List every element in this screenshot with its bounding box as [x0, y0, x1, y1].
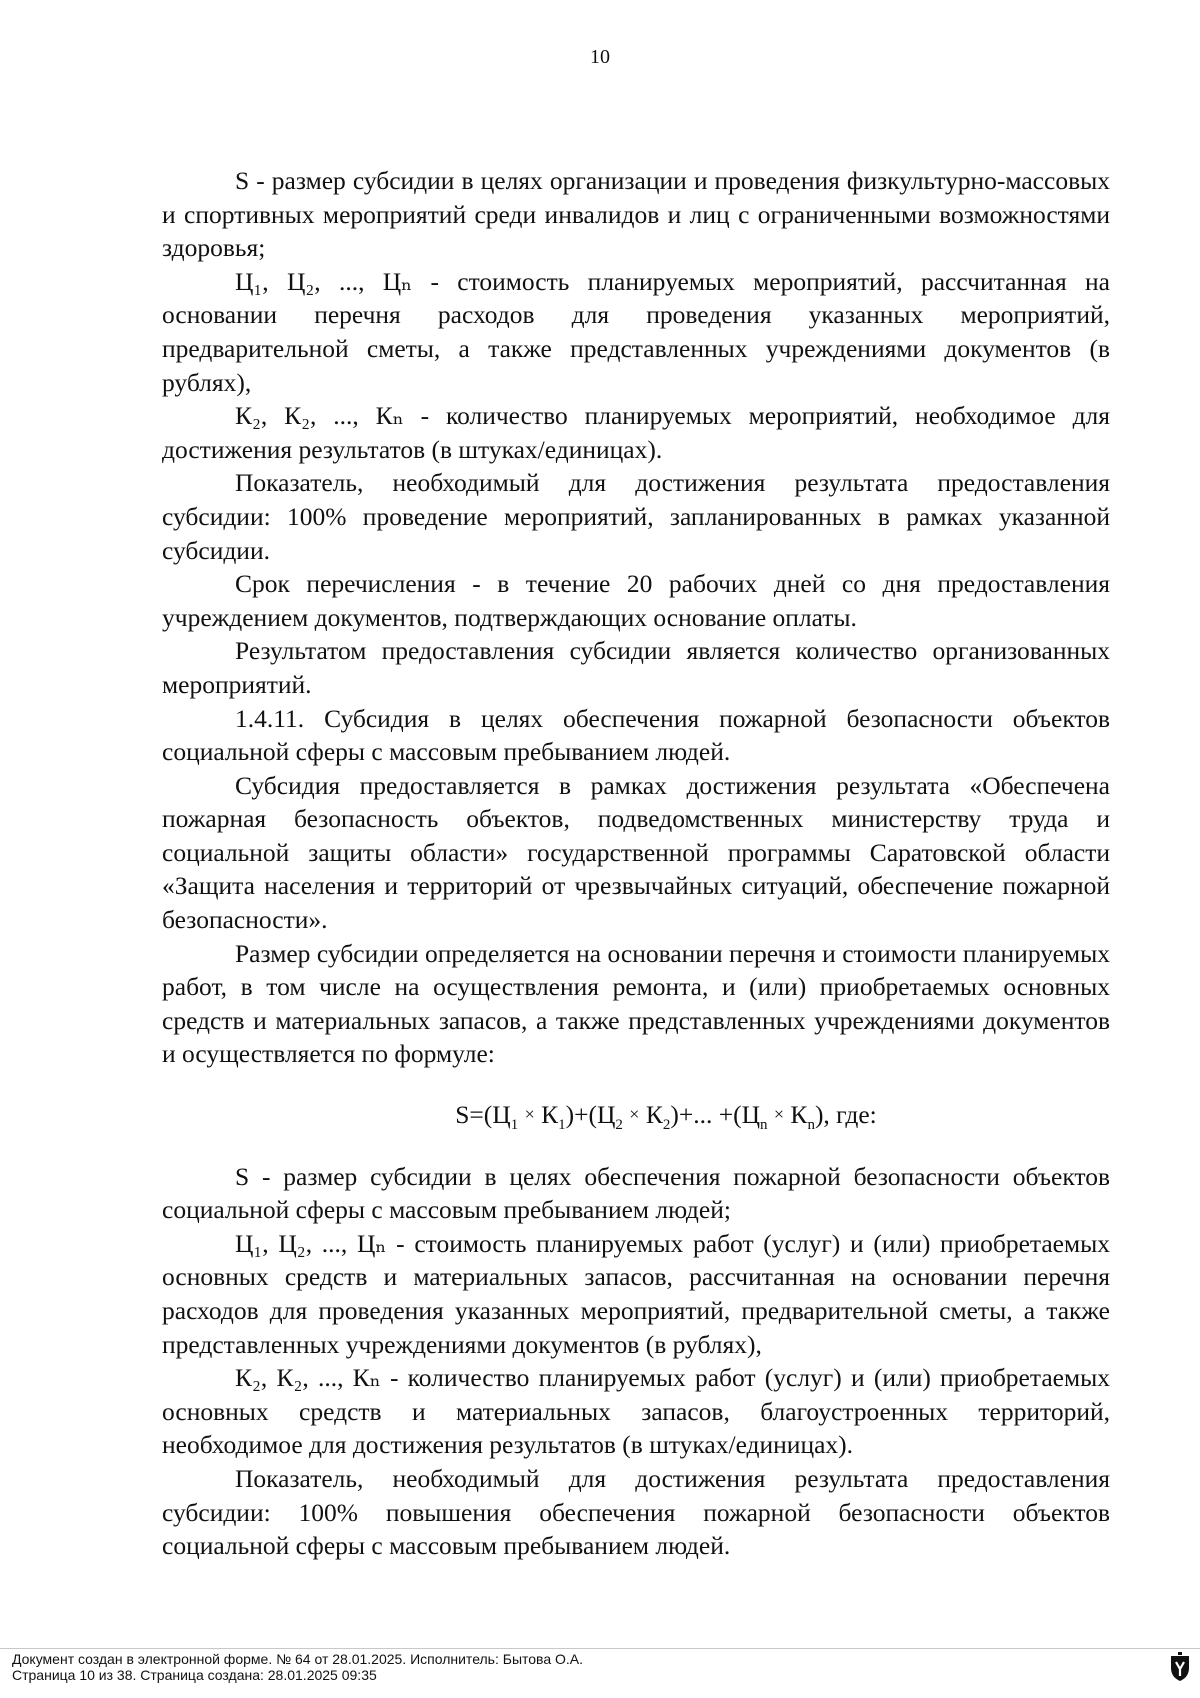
formula-part: К	[645, 1100, 663, 1130]
multiply-sign: ×	[773, 1104, 785, 1125]
formula-part: К	[541, 1100, 559, 1130]
formula-part: S=(Ц	[455, 1100, 511, 1130]
coat-of-arms-icon	[1168, 1652, 1192, 1682]
paragraph-definition-cost: Ц₁, Ц₂, ..., Цₙ - стоимость планируемых мероприятий, рассчитанная на основании перечня расходов для проведения указанных мероприятий, предварительной сметы, а также представленных учреждениями документов (в рублях),	[162, 266, 1110, 397]
formula-subscript: n	[807, 1117, 815, 1134]
document-footer	[12, 1651, 583, 1683]
paragraph-definition-quantity-fire: К₂, К₂, ..., Кₙ - количество планируемых работ (услуг) и (или) приобретаемых основных средств и материальных запасов, благоустроенных территорий, необходимое для достижения результатов (в штуках/единицах).	[162, 1363, 1110, 1460]
formula-part: )+... +(Ц	[670, 1100, 761, 1130]
footer-line-page: Страница 10 из 38. Страница создана: 28.01.2025 09:35	[12, 1667, 377, 1683]
multiply-sign: ×	[629, 1104, 640, 1125]
paragraph-definition-s-fire: S - размер субсидии в целях обеспечения пожарной безопасности объектов социальной сферы с массовым пребыванием людей;	[162, 1161, 1110, 1225]
paragraph-definition-quantity: К₂, К₂, ..., Кₙ - количество планируемых мероприятий, необходимое для достижения результатов (в штуках/единицах).	[162, 401, 1110, 464]
formula-part: )+(Ц	[565, 1100, 616, 1130]
formula-part: ), где:	[814, 1100, 877, 1130]
paragraph-definition-cost-fire: Ц₁, Ц₂, ..., Цₙ - стоимость планируемых работ (услуг) и (или) приобретаемых основных средств и материальных запасов, рассчитанная на основании перечня расходов для проведения указанных мероприятий, предварительной сметы, а также представленных учреждениями документов (в рублях),	[162, 1228, 1110, 1359]
footer-line-document: Документ создан в электронной форме. № 64 от 28.01.2025. Исполнитель: Бытова О.А.	[12, 1651, 584, 1667]
formula-subscript: 2	[615, 1117, 623, 1134]
formula-subscript: 1	[510, 1117, 519, 1134]
formula-part: К	[790, 1100, 808, 1130]
paragraph-indicator: Показатель, необходимый для достижения результата предоставления субсидии: 100% проведение мероприятий, запланированных в рамках указанной субсидии.	[162, 468, 1110, 565]
multiply-sign: ×	[524, 1104, 535, 1125]
page-number: 10	[590, 46, 610, 68]
formula-subscript: n	[760, 1117, 768, 1134]
formula-subscript: 1	[558, 1117, 566, 1134]
paragraph-subsidy-provision: Субсидия предоставляется в рамках достижения результата «Обеспечена пожарная безопасность объектов, подведомственных министерству труда и социальной защиты области» государственной программы Саратовской области «Защита населения и территорий от чрезвычайных ситуаций, обеспечение пожарной безопасности».	[162, 770, 1110, 935]
footer-divider	[0, 1648, 1200, 1649]
paragraph-indicator-fire: Показатель, необходимый для достижения результата предоставления субсидии: 100% повышения обеспечения пожарной безопасности объектов социальной сферы с массовым пребыванием людей.	[162, 1463, 1110, 1561]
section-heading-1-4-11: 1.4.11. Субсидия в целях обеспечения пожарной безопасности объектов социальной сферы с массовым пребыванием людей.	[162, 703, 1110, 767]
paragraph-definition-s: S - размер субсидии в целях организации и проведения физкультурно-массовых и спортивных мероприятий среди инвалидов и лиц с ограниченными возможностями здоровья;	[162, 166, 1110, 263]
paragraph-transfer-term: Срок перечисления - в течение 20 рабочих дней со дня предоставления учреждением документов, подтверждающих основание оплаты.	[162, 569, 1110, 632]
document-body	[162, 164, 1110, 1563]
paragraph-subsidy-size: Размер субсидии определяется на основании перечня и стоимости планируемых работ, в том числе на осуществления ремонта, и (или) приобретаемых основных средств и материальных запасов, а также представленных учреждениями документов и осуществляется по формуле:	[162, 938, 1110, 1069]
formula-subscript: 2	[662, 1117, 671, 1134]
paragraph-result: Результатом предоставления субсидии является количество организованных мероприятий.	[162, 636, 1110, 699]
subsidy-formula	[162, 1098, 1110, 1135]
